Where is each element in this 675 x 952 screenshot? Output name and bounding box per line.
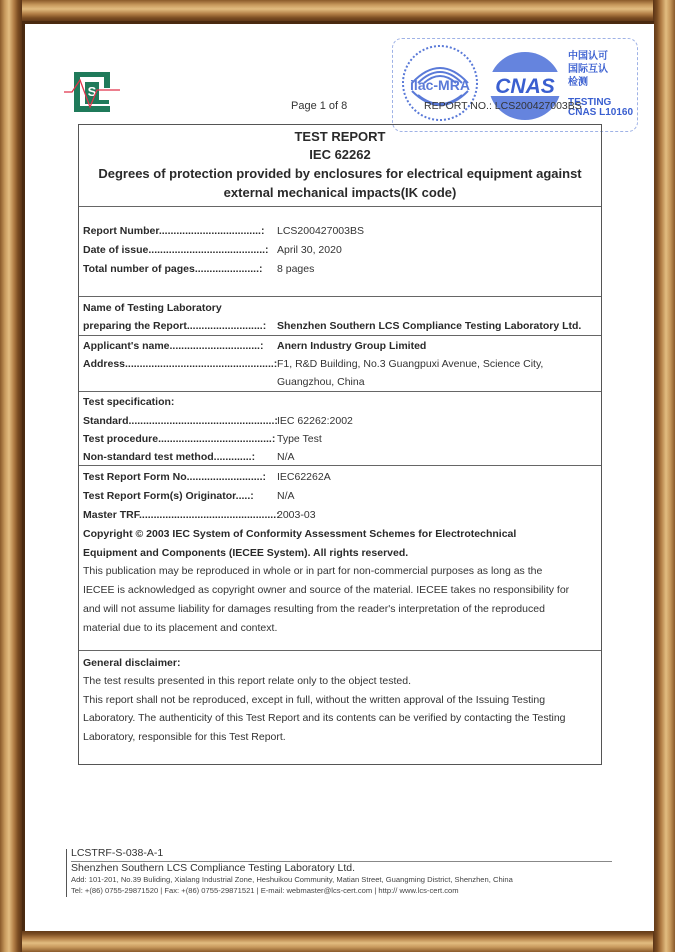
laboratory-section (79, 297, 601, 336)
stamp-report-number: REPORT NO.: LCS200427003BS (424, 100, 582, 112)
subject-line-2: external mechanical impacts(IK code) (223, 185, 457, 200)
report-info-section (79, 207, 601, 297)
svg-text:S: S (87, 84, 97, 99)
trf-originator-value: N/A (277, 490, 295, 502)
copyright-line-1: Copyright © 2003 IEC System of Conformity Assessment Schemes for Electrotechnical (83, 528, 517, 540)
disclaimer-line: This report shall not be reproduced, except in full, without the written approval of the Issuing Testing (83, 694, 546, 706)
frame-right-edge (653, 0, 675, 952)
frame-top-edge (0, 0, 675, 22)
report-number-label: Report Number...................................: (83, 225, 265, 237)
standard-title: IEC 62262 (309, 147, 371, 162)
stamp-cn-line: 检测 (568, 77, 588, 88)
footer-bar (66, 849, 67, 897)
stamp-chinese-text (568, 50, 608, 89)
applicant-name-label: Applicant's name...............................: (83, 340, 264, 352)
trf-form-no-value: IEC62262A (277, 471, 331, 483)
stamp-cn-line: 中国认可 (568, 51, 608, 62)
applicant-name-value: Anern Industry Group Limited (277, 340, 427, 352)
trf-originator-label: Test Report Form(s) Originator.....: (83, 490, 254, 502)
address-value-line1: F1, R&D Building, No.3 Guangpuxi Avenue, Science City, (277, 358, 544, 370)
report-title: TEST REPORT (294, 129, 386, 144)
lcs-logo-icon (64, 72, 120, 114)
notice-line: and will not assume liability for damages resulting from the reader's interpretation of the reproduced (83, 603, 545, 615)
footer-address: Add: 101-201, No.39 Buliding, Xialang Industrial Zone, Heshuikou Community, Matian Street, Guangming District, Shenzhen, China (71, 875, 513, 884)
non-standard-value: N/A (277, 451, 295, 463)
stamp-cn-line: 国际互认 (568, 64, 608, 75)
disclaimer-line: Laboratory. The authenticity of this Test Report and its contents can be verified by contacting the Testing (83, 712, 566, 724)
notice-line: IECEE is acknowledged as copyright owner and source of the material. IECEE takes no responsibility for (83, 584, 570, 596)
report-number-value: LCS200427003BS (277, 225, 364, 237)
trf-form-no-label: Test Report Form No..........................: (83, 471, 266, 483)
date-of-issue-value: April 30, 2020 (277, 244, 342, 256)
disclaimer-section (79, 651, 601, 764)
procedure-value: Type Test (277, 433, 322, 445)
laboratory-label-line1: Name of Testing Laboratory (83, 302, 222, 314)
date-of-issue-label: Date of issue........................................: (83, 244, 269, 256)
address-label: Address...................................................: (83, 358, 278, 370)
test-specification-heading: Test specification: (83, 396, 175, 408)
form-code: LCSTRF-S-038-A-1 (71, 847, 164, 859)
applicant-section (79, 336, 601, 392)
disclaimer-line: Laboratory, responsible for this Test Report. (83, 731, 286, 743)
total-pages-value: 8 pages (277, 263, 315, 275)
standard-value: IEC 62262:2002 (277, 415, 353, 427)
title-section (79, 125, 601, 207)
master-trf-label: Master TRF...............................................: (83, 509, 280, 521)
test-specification-section (79, 392, 601, 466)
standard-label: Standard..................................................: (83, 415, 278, 427)
svg-text:CNAS: CNAS (495, 75, 555, 98)
frame-bottom-edge (0, 930, 675, 952)
notice-line: material due to its placement and context. (83, 622, 278, 634)
master-trf-value: 2003-03 (277, 509, 316, 521)
frame-left-edge (0, 0, 22, 952)
svg-text:ilac-MRA: ilac-MRA (410, 77, 470, 93)
disclaimer-line: The test results presented in this report relate only to the object tested. (83, 675, 412, 687)
subject-line-1: Degrees of protection provided by enclosures for electrical equipment against (98, 166, 582, 181)
copyright-line-2: Equipment and Components (IECEE System). All rights reserved. (83, 547, 409, 559)
total-pages-label: Total number of pages......................: (83, 263, 263, 275)
procedure-label: Test procedure.......................................: (83, 433, 276, 445)
footer-contact: Tel: +(86) 0755-29871520 | Fax: +(86) 0755-29871521 | E-mail: webmaster@lcs-cert.com | http:// www.lcs-cert.com (71, 886, 459, 895)
disclaimer-heading: General disclaimer: (83, 657, 181, 669)
laboratory-label-line2: preparing the Report..........................: (83, 320, 267, 332)
notice-line: This publication may be reproduced in whole or in part for non-commercial purposes as long as the (83, 565, 543, 577)
page-indicator: Page 1 of 8 (291, 100, 348, 112)
stamp-cnas-number: CNAS L10160 (568, 107, 634, 118)
report-box (78, 124, 602, 765)
footer-company: Shenzhen Southern LCS Compliance Testing Laboratory Ltd. (71, 862, 356, 874)
trf-section (79, 466, 601, 651)
non-standard-label: Non-standard test method.............: (83, 451, 256, 463)
laboratory-value: Shenzhen Southern LCS Compliance Testing Laboratory Ltd. (277, 320, 582, 332)
address-value-line2: Guangzhou, China (277, 376, 365, 388)
stamp-testing-label: TESTING (568, 97, 612, 108)
